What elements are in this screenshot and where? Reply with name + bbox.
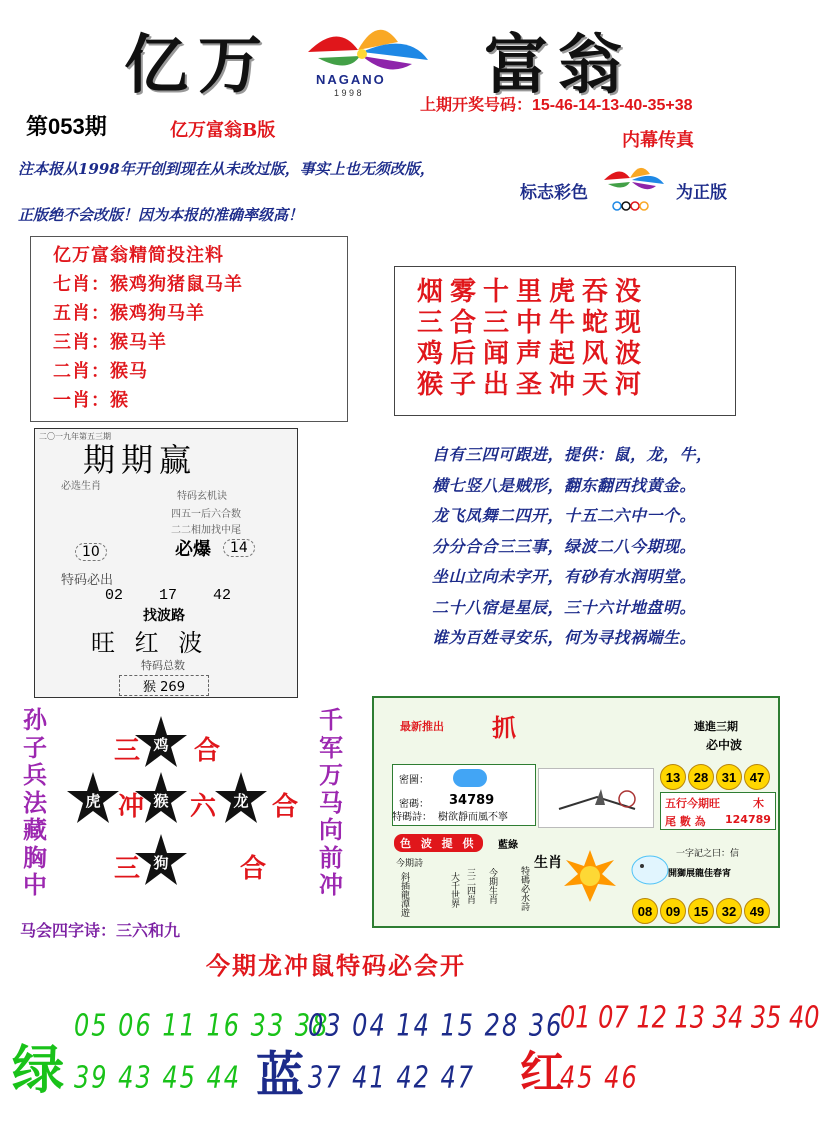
blue-poem-line: 龙飞凤舞二四开，十五二六中一个。	[432, 506, 697, 525]
picks-item: 七肖：猴鸡狗猪鼠马羊	[53, 274, 243, 295]
scanned-clipping	[34, 428, 298, 698]
scan-route: 找波路	[143, 608, 185, 624]
panel-wave-label: 色 波 提 供	[394, 834, 483, 852]
san-char-top: 三	[114, 736, 141, 766]
scan-special: 特码必出	[61, 573, 114, 588]
poem-line: 猴子出圣冲天河	[417, 370, 649, 400]
scan-nums: 02 17 42	[105, 587, 232, 604]
he-char-bottom: 合	[240, 854, 267, 884]
genuine-right: 为正版	[676, 183, 727, 203]
blue-nums-2: 37 41 42 47	[308, 1060, 476, 1095]
green-nums-2: 39 43 45 44	[74, 1060, 242, 1095]
picks-title: 亿万富翁精简投注料	[53, 245, 224, 266]
poem-box	[394, 266, 736, 416]
star-rooster	[134, 716, 188, 768]
scan-note-left: 必选生肖	[61, 481, 101, 492]
vertical-char: 法	[23, 787, 47, 817]
vertical-char: 胸	[23, 842, 47, 872]
panel-streak2: 必中波	[706, 738, 743, 752]
vertical-char: 万	[319, 760, 343, 789]
fax-label: 内幕传真	[622, 130, 694, 151]
vertical-left	[20, 706, 50, 899]
poem-line: 鸡后闻声起风波	[417, 339, 649, 369]
blue-nums-1: 03 04 14 15 28 36	[308, 1008, 564, 1043]
title-left: 亿万	[124, 28, 272, 103]
scan-total-val: 猴 269	[119, 675, 209, 696]
scan-note-r2: 四五一后六合数	[171, 509, 241, 520]
star-monkey	[134, 772, 188, 824]
secret-map-icon	[453, 769, 487, 787]
panel-col5: 今期生肖	[487, 868, 497, 904]
flower-logo-icon	[288, 12, 440, 104]
liu-char: 六	[190, 792, 217, 822]
bottom-headline: 今期龙冲鼠特码必会开	[206, 951, 466, 980]
panel-col6: 特碼必水詩	[519, 866, 529, 911]
panel-col3: 大千世界	[449, 872, 459, 908]
panel-secret-label: 密圖：	[399, 775, 429, 786]
chong-char: 冲	[118, 792, 145, 822]
bird-picture	[538, 768, 654, 828]
small-logo-icon	[596, 158, 668, 216]
scan-num-right: 14	[223, 539, 255, 557]
vertical-char: 兵	[23, 760, 47, 789]
scan-total: 特码总数	[141, 659, 185, 672]
panel-five-el-val: 木	[753, 797, 764, 810]
issue-period: 第053期	[26, 114, 107, 139]
last-draw-numbers: 上期开奖号码：15-46-14-13-40-35+38	[420, 97, 693, 114]
he-char-mid: 合	[272, 792, 299, 822]
red-nums-2: 45 46	[560, 1060, 639, 1095]
blue-poem	[432, 440, 713, 654]
scan-num-left: 10	[75, 543, 107, 561]
star-dragon	[214, 772, 268, 824]
scan-note-r1: 特码玄机诀	[177, 491, 227, 502]
ball: 13	[660, 764, 686, 790]
panel-poem-label: 特碼詩：	[392, 812, 432, 823]
panel-col4: 三二四肖	[465, 868, 475, 904]
picks-item: 三肖：猴马羊	[53, 332, 167, 353]
panel-col2: 斜插龍潭遊	[399, 872, 409, 917]
picks-item: 二肖：猴马	[53, 361, 148, 382]
star-label: 龙	[233, 791, 249, 810]
picks-item: 一肖：猴	[53, 390, 129, 411]
blue-label: 蓝	[256, 1047, 305, 1103]
ball: 08	[632, 898, 658, 924]
scan-bi-bao: 必爆	[175, 539, 211, 560]
logo-text: NAGANO	[316, 72, 386, 87]
vertical-char: 马	[319, 787, 343, 817]
genuine-left: 标志彩色	[520, 183, 588, 203]
ball: 09	[660, 898, 686, 924]
red-label: 红	[520, 1047, 564, 1098]
star-label: 虎	[85, 791, 101, 810]
vertical-char: 向	[319, 815, 343, 844]
panel-streak: 連進三期	[694, 720, 738, 733]
horse-poem: 马会四字诗：三六和九	[20, 921, 181, 940]
star-dog	[134, 834, 188, 886]
scan-header: 二〇一九年第五三期	[39, 432, 111, 441]
notice-line-2: 正版绝不会改版！因为本报的准确率级高！	[18, 206, 304, 224]
poem-line: 烟雾十里虎吞没	[417, 277, 649, 307]
panel-five-el: 五行今期旺	[665, 797, 720, 810]
ball: 15	[688, 898, 714, 924]
panel-col1: 今期詩	[396, 859, 424, 869]
panel-code-value: 34789	[449, 793, 495, 808]
vertical-char: 千	[319, 705, 343, 734]
blue-poem-line: 横七竖八是贼形，翻东翻西找黄金。	[432, 475, 697, 495]
panel-wave-tag: 藍綠	[498, 840, 518, 851]
vertical-char: 中	[23, 870, 47, 899]
vertical-char: 藏	[23, 815, 47, 844]
blue-poem-line: 谁为百姓寻安乐，何为寻找祸端生。	[432, 628, 697, 647]
scan-wave: 旺 红 波	[91, 629, 209, 657]
logo-year: 1 9 9 8	[334, 88, 362, 98]
poem-line: 三合三中牛蛇现	[417, 308, 649, 338]
ball: 47	[744, 764, 770, 790]
panel-note2: 開獅展龍佳春宵	[668, 869, 732, 879]
nagano-logo	[288, 12, 440, 104]
blue-poem-line: 二十八宿是星辰，三十六计地盘明。	[432, 597, 697, 617]
green-label: 绿	[12, 1040, 65, 1101]
panel-tail-label: 尾 數 為	[665, 815, 706, 828]
star-tiger	[66, 772, 120, 824]
blue-poem-line: 坐山立向未字开，有砂有水润明堂。	[432, 567, 697, 586]
vertical-char: 前	[319, 842, 343, 872]
panel-latest: 最新推出	[400, 720, 444, 733]
panel-note1: 一字記之曰：信	[676, 849, 740, 859]
red-nums-1: 01 07 12 13 34 35 40	[560, 1000, 820, 1035]
star-label: 猴	[153, 791, 169, 810]
sun-icon	[562, 850, 618, 902]
edition-label: 亿万富翁B版	[170, 120, 276, 141]
panel-code-label: 密碼：	[399, 799, 429, 810]
green-nums-1: 05 06 11 16 33 38	[74, 1008, 330, 1043]
vertical-char: 军	[319, 732, 343, 762]
star-label: 狗	[153, 853, 169, 872]
blue-poem-line: 分分合合三三事，绿波二八今期现。	[432, 536, 697, 556]
vertical-char: 孙	[23, 705, 47, 734]
star-label: 鸡	[153, 735, 169, 754]
ball: 49	[744, 898, 770, 924]
ball: 28	[688, 764, 714, 790]
panel-poem-value: 樹欲靜而風不寧	[438, 812, 508, 823]
vertical-right	[316, 706, 346, 899]
picks-item: 五肖：猴鸡狗马羊	[53, 303, 205, 324]
he-char-top: 合	[194, 736, 221, 766]
scan-note-r3: 二二相加找中尾	[171, 525, 241, 536]
picks-box	[30, 236, 348, 422]
notice-line-1: 注本报从1998年开创到现在从未改过版，事实上也无须改版，	[18, 160, 435, 178]
panel-ribbon: 抓	[492, 713, 516, 742]
panel-tail-value: 124789	[725, 813, 771, 826]
scan-title: 期期赢	[83, 441, 198, 479]
vertical-char: 冲	[319, 870, 343, 899]
blue-poem-line: 自有三四可跟进，提供：鼠，龙，牛，	[432, 445, 713, 464]
ball: 32	[716, 898, 742, 924]
title-right: 富翁	[484, 28, 632, 103]
panel-shengxiao: 生肖	[534, 855, 562, 871]
ball: 31	[716, 764, 742, 790]
sheep-icon	[628, 850, 672, 890]
promo-panel	[372, 696, 780, 928]
vertical-char: 子	[23, 732, 47, 762]
five-element-box	[660, 792, 776, 830]
san-char-bottom: 三	[114, 854, 141, 884]
